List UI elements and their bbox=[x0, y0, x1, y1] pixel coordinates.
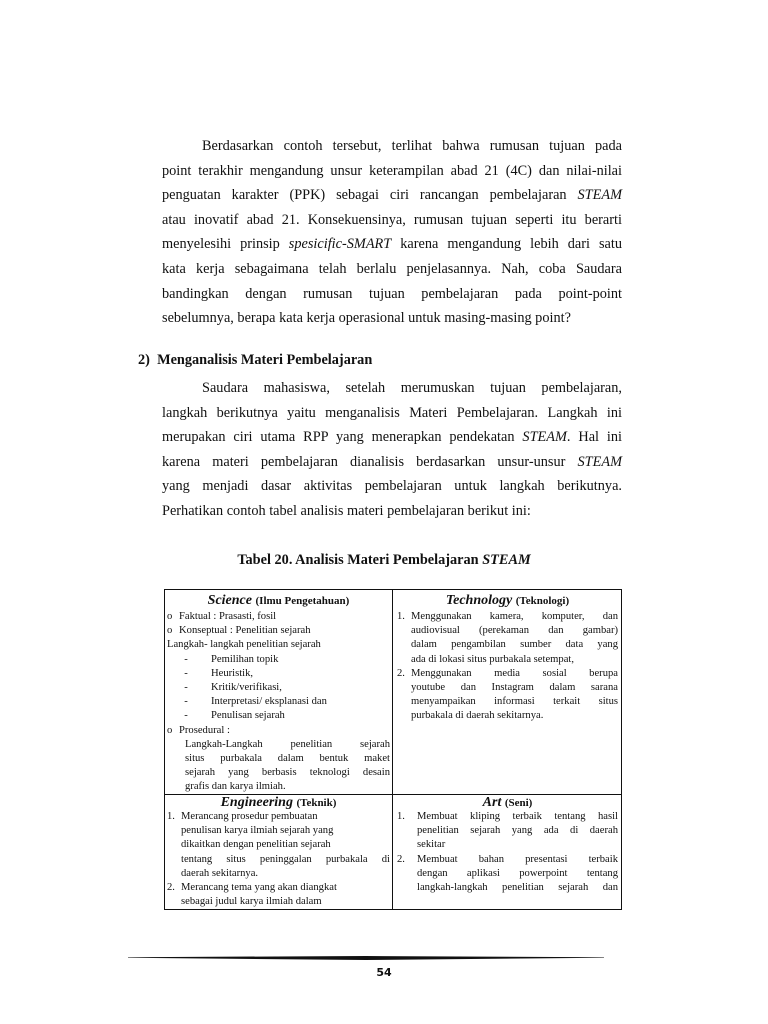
paragraph-line: point terakhir mengandung unsur keterampilan abad 21 (4C) dan nilai-nilai bbox=[162, 162, 622, 179]
engineering-item bbox=[167, 881, 390, 909]
engineering-header bbox=[167, 796, 390, 810]
section-title: Menganalisis Materi Pembelajaran bbox=[157, 352, 373, 368]
table-divider-vertical bbox=[392, 590, 393, 909]
item-line: langkah-langkah penelitian sejarah dan bbox=[417, 882, 618, 894]
technology-item bbox=[397, 667, 618, 724]
line-text: karena mengandung lebih dari satu bbox=[400, 236, 623, 253]
art-header bbox=[397, 796, 618, 810]
paragraph-line bbox=[162, 450, 622, 475]
steam-term: STEAM bbox=[577, 453, 622, 470]
steam-term: STEAM bbox=[577, 187, 622, 204]
science-cell bbox=[165, 590, 392, 794]
item-line: audiovisual (perekaman dan gambar) bbox=[411, 625, 618, 637]
step-item bbox=[167, 681, 390, 695]
science-item bbox=[167, 610, 390, 624]
item-text: Konseptual : Penelitian sejarah bbox=[179, 625, 311, 637]
item-body bbox=[179, 881, 390, 909]
item-body bbox=[409, 667, 618, 724]
procedural-line: situs purbakala dalam bentuk maket bbox=[185, 753, 390, 765]
page-number: 54 bbox=[376, 966, 392, 979]
item-line: Merancang tema yang akan diangkat bbox=[181, 882, 337, 894]
step-text: Kritik/verifikasi, bbox=[211, 682, 282, 694]
science-subtitle: (Ilmu Pengetahuan) bbox=[255, 595, 350, 607]
item-number: 1. bbox=[167, 811, 175, 822]
engineering-cell bbox=[165, 796, 392, 911]
engineering-item bbox=[167, 810, 390, 881]
art-subtitle: (Seni) bbox=[504, 797, 533, 809]
procedural-line: Langkah-Langkah penelitian sejarah bbox=[185, 738, 390, 750]
item-line: daerah sekitarnya. bbox=[181, 867, 259, 879]
paragraph-line bbox=[162, 183, 622, 208]
item-number: 1. bbox=[397, 611, 405, 622]
item-body bbox=[409, 810, 618, 853]
paragraph-line: bandingkan dengan rumusan tujuan pembelajaran pada point-point bbox=[162, 285, 622, 302]
step-item bbox=[167, 667, 390, 681]
caption-text: Tabel 20. Analisis Materi Pembelajaran bbox=[237, 552, 479, 568]
art-item bbox=[397, 810, 618, 853]
paragraph-line: sebelumnya, berapa kata kerja operasional untuk masing-masing point? bbox=[162, 310, 571, 327]
section-number: 2) bbox=[138, 352, 150, 368]
item-body bbox=[409, 853, 618, 896]
item-line: Membuat kliping terbaik tentang hasil bbox=[417, 811, 618, 822]
item-line: ada di lokasi situs purbakala setempat, bbox=[411, 653, 574, 665]
line-text: karena materi pembelajaran dianalisis berdasarkan unsur-unsur bbox=[162, 453, 566, 470]
step-item bbox=[167, 653, 390, 667]
procedural-line: grafis dan karya ilmiah. bbox=[185, 781, 286, 793]
step-text: Interpretasi/ eksplanasi dan bbox=[211, 696, 327, 708]
line-text: menyelesihi prinsip bbox=[162, 236, 280, 253]
art-item bbox=[397, 853, 618, 896]
item-line: Membuat bahan presentasi terbaik bbox=[417, 853, 618, 865]
dash-marker: - bbox=[184, 653, 188, 665]
step-text: Heuristik, bbox=[211, 667, 254, 679]
smart-term: spesicific-SMART bbox=[288, 236, 392, 253]
item-body bbox=[409, 610, 618, 667]
item-number: 2. bbox=[397, 853, 405, 865]
steam-term: STEAM bbox=[522, 429, 567, 446]
art-title: Art bbox=[482, 795, 502, 810]
item-line: penelitian sejarah yang ada di daerah bbox=[417, 825, 618, 837]
item-body bbox=[179, 810, 390, 881]
science-header bbox=[167, 592, 390, 610]
footer-rule bbox=[128, 956, 604, 960]
steam-analysis-table bbox=[164, 589, 622, 910]
item-line: dikaitkan dengan penelitian sejarah bbox=[181, 839, 331, 851]
item-line: penulisan karya ilmiah sejarah yang bbox=[181, 825, 334, 837]
paragraph-line: kata kerja sebagaimana telah berlalu penjelasannya. Nah, coba Saudara bbox=[162, 260, 622, 277]
art-cell bbox=[394, 796, 621, 911]
dash-marker: - bbox=[184, 682, 188, 694]
science-title: Science bbox=[207, 593, 252, 608]
item-line: youtube dan Instagram dalam sarana bbox=[411, 682, 618, 694]
item-line: dengan aplikasi powerpoint tentang bbox=[417, 867, 618, 879]
steps-heading bbox=[167, 638, 390, 652]
bullet-marker: o bbox=[167, 625, 173, 637]
paragraph-line bbox=[162, 425, 622, 450]
item-number: 2. bbox=[167, 882, 175, 894]
item-line: sebagai judul karya ilmiah dalam bbox=[181, 896, 322, 908]
item-line: Menggunakan media sosial berupa bbox=[411, 667, 618, 679]
dash-marker: - bbox=[184, 710, 188, 722]
line-text: merupakan ciri utama RPP yang menerapkan pendekatan bbox=[162, 429, 515, 446]
item-line: Menggunakan kamera, komputer, dan bbox=[411, 611, 618, 622]
paragraph-material-analysis bbox=[162, 376, 622, 524]
item-line: purbakala di daerah sekitarnya. bbox=[411, 710, 544, 722]
item-line: sekitar bbox=[417, 839, 446, 851]
technology-title: Technology bbox=[445, 593, 513, 608]
item-line: tentang situs peninggalan purbakala di bbox=[181, 853, 390, 865]
step-text: Penulisan sejarah bbox=[211, 710, 285, 722]
item-text: Prosedural : bbox=[179, 724, 230, 736]
engineering-subtitle: (Teknik) bbox=[296, 797, 337, 809]
step-item bbox=[167, 709, 390, 723]
bullet-marker: o bbox=[167, 724, 173, 736]
paragraph-line: Berdasarkan contoh tersebut, terlihat bahwa rumusan tujuan pada bbox=[202, 138, 622, 154]
item-line: dalam pengambilan sumber data yang bbox=[411, 639, 618, 651]
technology-item bbox=[397, 610, 618, 667]
item-number: 1. bbox=[397, 811, 405, 822]
item-number: 2. bbox=[397, 667, 405, 679]
table-caption bbox=[0, 552, 768, 569]
section-heading bbox=[138, 352, 372, 369]
line-text: . Hal ini bbox=[566, 429, 622, 446]
paragraph-line: langkah berikutnya yaitu menganalisis Materi Pembelajaran. Langkah ini bbox=[162, 404, 622, 421]
paragraph-line: atau inovatif abad 21. Konsekuensinya, rumusan tujuan seperti itu berarti bbox=[162, 211, 622, 228]
technology-header bbox=[397, 592, 618, 610]
technology-cell bbox=[394, 590, 621, 794]
science-item bbox=[167, 724, 390, 738]
technology-subtitle: (Teknologi) bbox=[515, 595, 570, 607]
procedural-line: sejarah yang berbasis teknologi desain bbox=[185, 767, 390, 779]
step-text: Pemilihan topik bbox=[211, 653, 279, 665]
paragraph-line: Perhatikan contoh tabel analisis materi pembelajaran berikut ini: bbox=[162, 502, 531, 519]
bullet-marker: o bbox=[167, 611, 173, 622]
paragraph-line: Saudara mahasiswa, setelah merumuskan tujuan pembelajaran, bbox=[202, 380, 622, 396]
science-item bbox=[167, 624, 390, 638]
item-line: Merancang prosedur pembuatan bbox=[181, 811, 318, 822]
paragraph-steam-goals bbox=[162, 134, 622, 331]
dash-marker: - bbox=[184, 696, 188, 708]
item-line: menyampaikan informasi terkait situs bbox=[411, 696, 618, 708]
item-text: Faktual : Prasasti, fosil bbox=[179, 611, 277, 622]
engineering-title: Engineering bbox=[220, 795, 293, 810]
dash-marker: - bbox=[184, 667, 188, 679]
item-text: Langkah- langkah penelitian sejarah bbox=[167, 639, 321, 651]
procedural-text bbox=[167, 738, 390, 795]
line-text: penguatan karakter (PPK) sebagai ciri rancangan pembelajaran bbox=[162, 187, 567, 204]
paragraph-line: yang menjadi dasar aktivitas pembelajaran untuk langkah berikutnya. bbox=[162, 478, 622, 495]
caption-term: STEAM bbox=[482, 552, 531, 568]
step-item bbox=[167, 695, 390, 709]
paragraph-line bbox=[162, 232, 622, 257]
